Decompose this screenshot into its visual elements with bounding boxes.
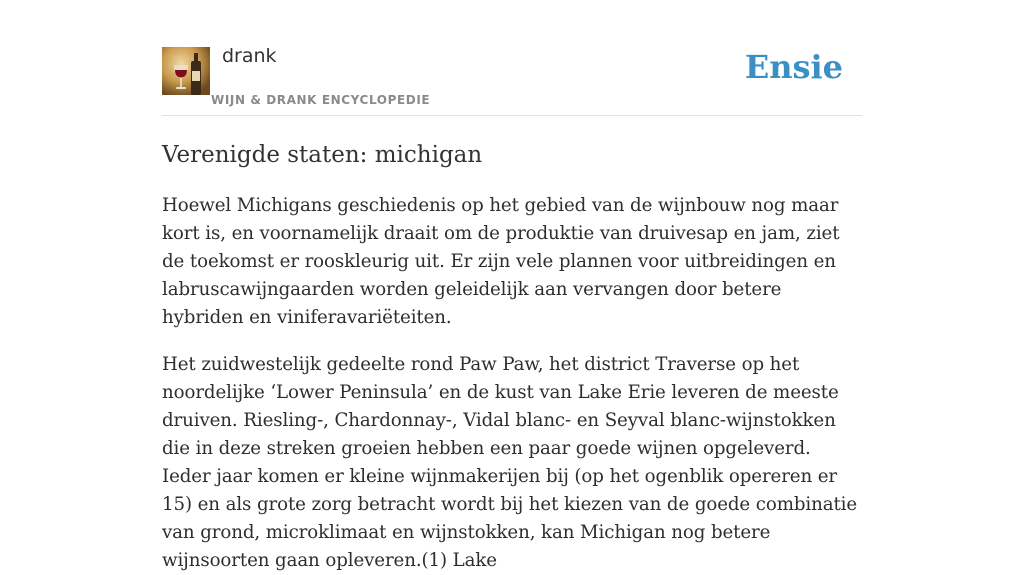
avatar[interactable] — [162, 47, 210, 95]
page-title: Verenigde staten: michigan — [162, 142, 483, 168]
site-header — [162, 0, 862, 116]
content-column — [162, 0, 862, 575]
site-name-link[interactable]: drank — [222, 45, 277, 67]
wine-glass-bottle-icon — [162, 47, 210, 95]
ensie-logo[interactable]: Ensie — [744, 48, 843, 86]
site-subtitle: WIJN & DRANK ENCYCLOPEDIE — [211, 93, 431, 107]
article-paragraph: Hoewel Michigans geschiedenis op het gebied van de wijnbouw nog maar kort is, en voornamelijk draait om de produktie van druivesap en jam, ziet de toekomst er rooskleurig uit. Er zijn vele plannen voor uitbreidingen en labruscawijngaarden worden geleidelijk aan vervangen door betere hybriden en viniferavariëteiten. — [162, 195, 840, 328]
article-paragraph: Het zuidwestelijk gedeelte rond Paw Paw, het district Traverse op het noordelijke ‘Lower Peninsula’ en de kust van Lake Erie leveren de meeste druiven. Riesling-, Chardonnay-, Vidal blanc- en Seyval blanc-wijnstokken die in deze streken groeien hebben een paar goede wijnen opgeleverd. Ieder jaar komen er kleine wijnmakerijen bij (op het ogenblik opereren er 15) en als grote zorg betracht wordt bij het kiezen van de goede combinatie van grond, microklimaat en wijnstokken, kan Michigan nog betere wijnsoorten gaan opleveren.(1) Lake — [162, 354, 858, 571]
